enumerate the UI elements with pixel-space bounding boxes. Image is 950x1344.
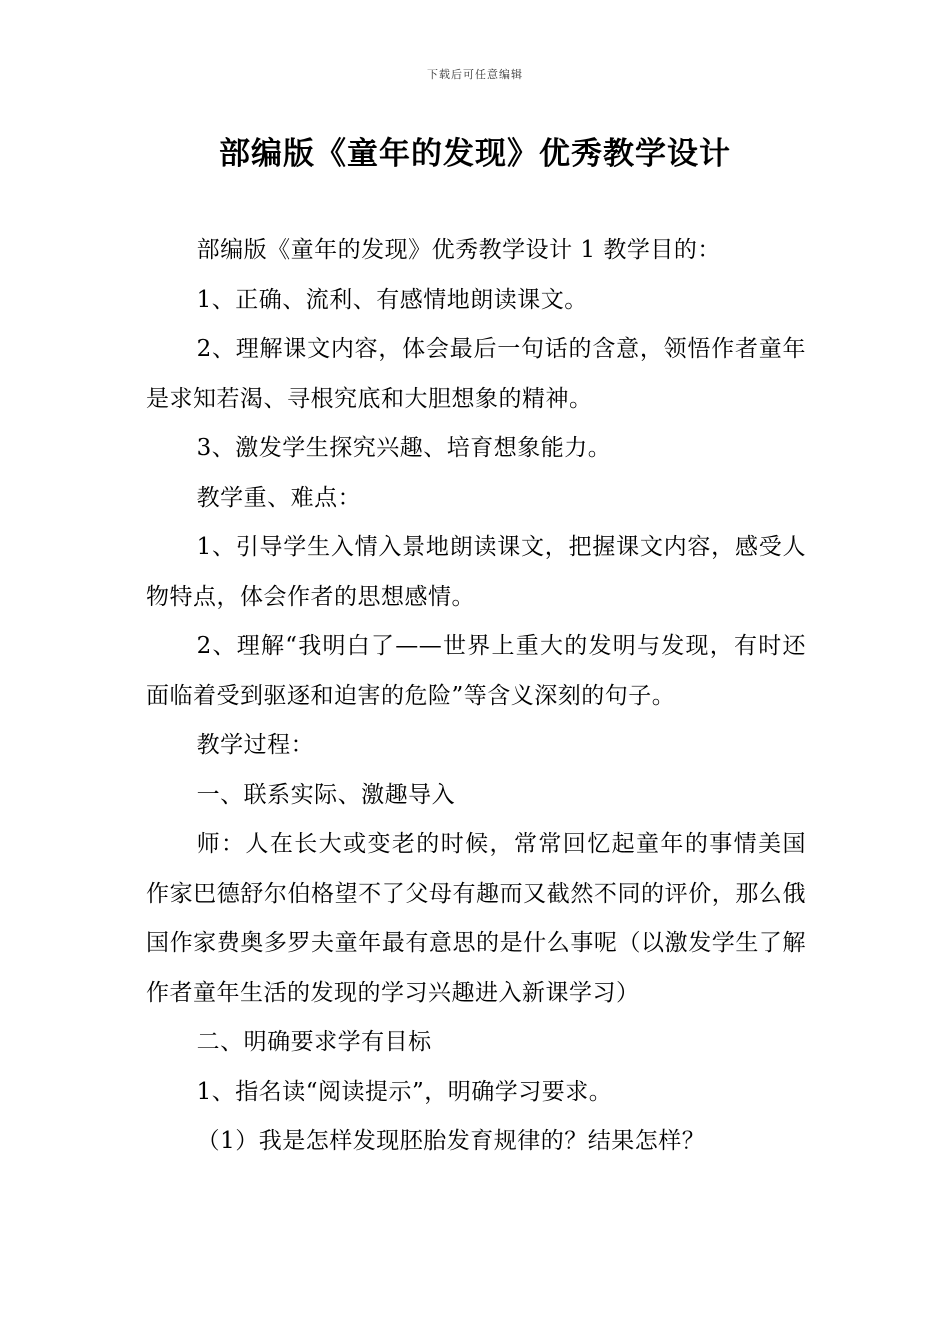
paragraph-intro: 部编版《童年的发现》优秀教学设计 1 教学目的： [196,237,721,263]
paragraph-goal-3: 3、激发学生探究兴趣、培育想象能力。 [196,435,612,461]
paragraph-section-2-heading: 二、明确要求学有目标 [196,1029,432,1055]
paragraph-teacher-intro: 师：人在长大或变老的时候，常常回忆起童年的事情美国作家巴德舒尔伯格望不了父母有趣而又截然不同的评价，那么俄国作家费奥多罗夫童年最有意思的是什么事呢（以激发学生了解作者童年生活的发现的学习兴趣进入新课学习） [146,831,806,1006]
document-title: 部编版《童年的发现》优秀教学设计 [219,136,731,172]
paragraph-reading-tips: 1、指名读“阅读提示”，明确学习要求。 [196,1078,613,1105]
paragraph-section-1-heading: 一、联系实际、激趣导入 [196,781,456,808]
document-body [146,226,806,1167]
paragraph-goal-2: 2、理解课文内容，体会最后一句话的含意，领悟作者童年是求知若渴、寻根究底和大胆想象的精神。 [146,336,806,412]
paragraph-goal-1: 1、正确、流利、有感情地朗读课文。 [196,286,588,313]
paragraph-key-point-2: 2、理解“我明白了——世界上重大的发明与发现，有时还面临着受到驱逐和迫害的危险”等含义深刻的句子。 [146,633,806,709]
paragraph-key-points-heading: 教学重、难点： [196,484,362,511]
paragraph-key-point-1: 1、引导学生入情入景地朗读课文，把握课文内容，感受人物特点，体会作者的思想感情。 [146,534,806,610]
paragraph-process-heading: 教学过程： [196,732,315,758]
paragraph-question-1: （1）我是怎样发现胚胎发育规律的？结果怎样？ [196,1128,706,1154]
page-header-note: 下载后可任意编辑 [427,68,523,81]
